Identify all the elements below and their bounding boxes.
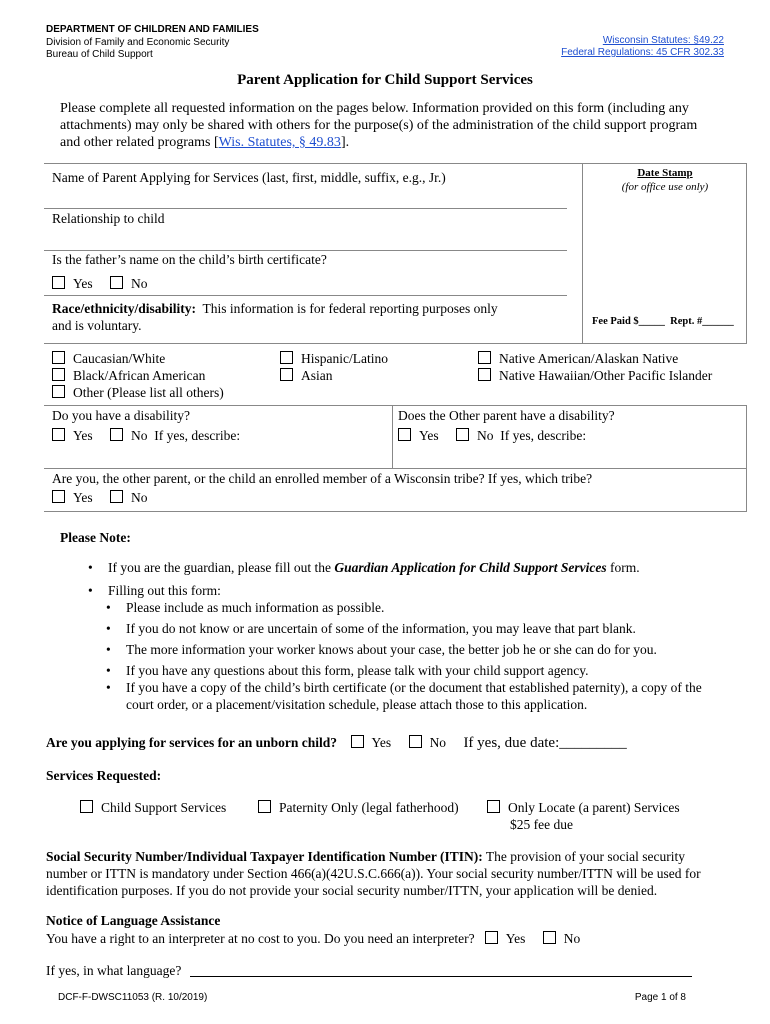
intro-text: Please complete all requested information on the pages below. Information provided on this form (including any attachments) may only be shared with others for the purpose(s) of the administration of the child support program and other related programs [ [60, 101, 698, 150]
bureau-name: Bureau of Child Support [46, 49, 153, 60]
race-option-hispanic [280, 351, 388, 367]
divider [44, 405, 747, 406]
divider [746, 468, 747, 512]
divider [746, 405, 747, 468]
race-text-2: and is voluntary. [52, 318, 142, 333]
race-disclaimer [52, 301, 498, 317]
tribe-question: Are you, the other parent, or the child an enrolled member of a Wisconsin tribe? If yes, which tribe? [52, 471, 593, 486]
father-name-yes-checkbox[interactable] [52, 276, 65, 289]
interpreter-question: You have a right to an interpreter at no cost to you. Do you need an interpreter? [46, 931, 475, 946]
divider [44, 468, 747, 469]
no-label: No [131, 276, 148, 291]
service-child-support [80, 800, 226, 816]
filling-sublist [88, 599, 728, 713]
no-label: No [563, 931, 581, 946]
date-stamp-title: Date Stamp [637, 167, 693, 179]
native-american-label: Native American/Alaskan Native [499, 351, 679, 366]
tribe-yes-checkbox[interactable] [52, 490, 65, 503]
no-label: No [477, 428, 494, 443]
race-option-native-american [478, 351, 678, 367]
father-name-question: Is the father’s name on the child’s birth certificate? [52, 252, 327, 267]
yes-label: Yes [73, 490, 93, 505]
unborn-yes-checkbox[interactable] [351, 735, 364, 748]
native-hawaiian-label: Native Hawaiian/Other Pacific Islander [499, 368, 713, 383]
yes-label: Yes [73, 428, 93, 443]
legal-references [561, 35, 724, 59]
disability-other-options [398, 428, 586, 444]
statute-link[interactable]: Wisconsin Statutes: §49.22 [602, 35, 724, 46]
locate-checkbox[interactable] [487, 800, 500, 813]
hispanic-label: Hispanic/Latino [301, 351, 388, 366]
yes-label: Yes [505, 931, 526, 946]
yes-label: Yes [73, 276, 93, 291]
disability-other-question: Does the Other parent have a disability? [398, 408, 615, 423]
guardian-post: form. [606, 560, 640, 575]
page-title: Parent Application for Child Support Services [237, 72, 533, 88]
race-option-other [52, 385, 224, 401]
child-support-checkbox[interactable] [80, 800, 93, 813]
language-field[interactable] [190, 976, 692, 977]
sub-note: • If you have any questions about this form, please talk with your child support agency. [106, 662, 728, 679]
intro-paragraph [60, 100, 720, 151]
no-label: No [131, 490, 148, 505]
ssn-text: The provision of your social security number or ITTN is mandatory under Section 466(a)(42U.S.C.666(a)). Your social security number/ITTN will be used for identification purposes. If you do not provide your social security number/ITTN, your application will be denied. [46, 849, 701, 898]
language-heading: Notice of Language Assistance [46, 913, 221, 928]
other-race-checkbox[interactable] [52, 385, 65, 398]
relationship-label: Relationship to child [52, 211, 165, 226]
divider [44, 163, 747, 164]
disability-you-options [52, 428, 240, 444]
divider [582, 163, 583, 343]
ssn-notice [46, 848, 726, 899]
divider [44, 511, 747, 512]
service-paternity [258, 800, 459, 816]
paternity-checkbox[interactable] [258, 800, 271, 813]
describe-label: If yes, describe: [154, 428, 241, 443]
child-support-label: Child Support Services [101, 800, 227, 815]
service-locate [487, 800, 680, 816]
unborn-row [46, 735, 627, 752]
father-name-no-checkbox[interactable] [110, 276, 123, 289]
no-label: No [429, 735, 447, 750]
other-race-label: Other (Please list all others) [73, 385, 224, 400]
race-option-native-hawaiian [478, 368, 712, 384]
tribe-options [52, 490, 162, 506]
interpreter-yes-checkbox[interactable] [485, 931, 498, 944]
locate-fee: $25 fee due [510, 817, 573, 832]
unborn-question: Are you applying for services for an unborn child? [46, 735, 338, 750]
divider [746, 163, 747, 343]
page-number: Page 1 of 8 [634, 992, 686, 1003]
services-heading: Services Requested: [46, 768, 162, 783]
yes-label: Yes [371, 735, 392, 750]
disability-you-question: Do you have a disability? [52, 408, 190, 423]
division-name: Division of Family and Economic Security [46, 36, 230, 48]
native-hawaiian-checkbox[interactable] [478, 368, 491, 381]
caucasian-label: Caucasian/White [73, 351, 166, 366]
agency-header [46, 24, 259, 62]
sub-note: • If you do not know or are uncertain of some of the information, you may leave that part blank. [106, 620, 728, 637]
father-name-options [52, 276, 162, 292]
sub-note: • Please include as much information as possible. [106, 599, 728, 616]
guardian-form-name: Guardian Application for Child Support Services [334, 560, 607, 575]
intro-end: ]. [340, 135, 350, 150]
language-which-label: If yes, in what language? [46, 963, 182, 978]
regulation-link[interactable]: Federal Regulations: 45 CFR 302.33 [561, 47, 724, 58]
please-note-heading: Please Note: [60, 530, 131, 545]
race-label: Race/ethnicity/disability: [52, 301, 196, 316]
asian-checkbox[interactable] [280, 368, 293, 381]
yes-label: Yes [419, 428, 439, 443]
department-name: DEPARTMENT OF CHILDREN AND FAMILIES [46, 24, 259, 35]
black-checkbox[interactable] [52, 368, 65, 381]
paternity-label: Paternity Only (legal fatherhood) [279, 800, 459, 815]
race-option-black [52, 368, 205, 384]
please-note-list [88, 559, 728, 713]
race-text-1: This information is for federal reporting purposes only [202, 301, 498, 316]
race-option-caucasian [52, 351, 165, 367]
hispanic-checkbox[interactable] [280, 351, 293, 364]
disability-other-no-checkbox[interactable] [456, 428, 469, 441]
tribe-no-checkbox[interactable] [110, 490, 123, 503]
parent-name-label: Name of Parent Applying for Services (last, first, middle, suffix, e.g., Jr.) [52, 170, 446, 185]
sub-note: • If you have a copy of the child’s birth certificate (or the document that established paternity), a copy of the court order, or a placement/visitation schedule, please attach those to this application. [106, 679, 726, 713]
guardian-pre: If you are the guardian, please fill out the [108, 560, 335, 575]
locate-label: Only Locate (a parent) Services [508, 800, 680, 815]
relationship-field[interactable] [44, 250, 567, 251]
fee-paid-label: Fee Paid $_____ [592, 316, 665, 327]
asian-label: Asian [301, 368, 333, 383]
disability-you-yes-checkbox[interactable] [52, 428, 65, 441]
native-american-checkbox[interactable] [478, 351, 491, 364]
unborn-no-checkbox[interactable] [409, 735, 422, 748]
ssn-label: Social Security Number/Individual Taxpayer Identification Number (ITIN): [46, 849, 483, 864]
disability-other-yes-checkbox[interactable] [398, 428, 411, 441]
fee-paid-field[interactable] [592, 316, 734, 327]
divider [44, 343, 747, 344]
statute-4983-link[interactable]: Wis. Statutes, § 49.83 [218, 135, 341, 150]
interpreter-no-checkbox[interactable] [543, 931, 556, 944]
date-stamp-subtitle: (for office use only) [621, 181, 709, 193]
caucasian-checkbox[interactable] [52, 351, 65, 364]
divider [392, 405, 393, 468]
disability-you-no-checkbox[interactable] [110, 428, 123, 441]
interpreter-row [46, 931, 594, 947]
divider [44, 295, 567, 296]
due-date-field[interactable]: If yes, due date:_________ [463, 735, 627, 751]
form-id: DCF-F-DWSC11053 (R. 10/2019) [58, 992, 208, 1003]
receipt-number-label: Rept. #______ [670, 316, 734, 327]
parent-name-field[interactable] [44, 208, 567, 209]
guardian-note [88, 559, 728, 576]
race-option-asian [280, 368, 333, 384]
black-label: Black/African American [73, 368, 206, 383]
sub-note: • The more information your worker knows about your case, the better job he or she can do for you. [106, 641, 728, 658]
filling-note: • Filling out this form: [88, 582, 728, 599]
describe-label: If yes, describe: [500, 428, 587, 443]
no-label: No [131, 428, 148, 443]
